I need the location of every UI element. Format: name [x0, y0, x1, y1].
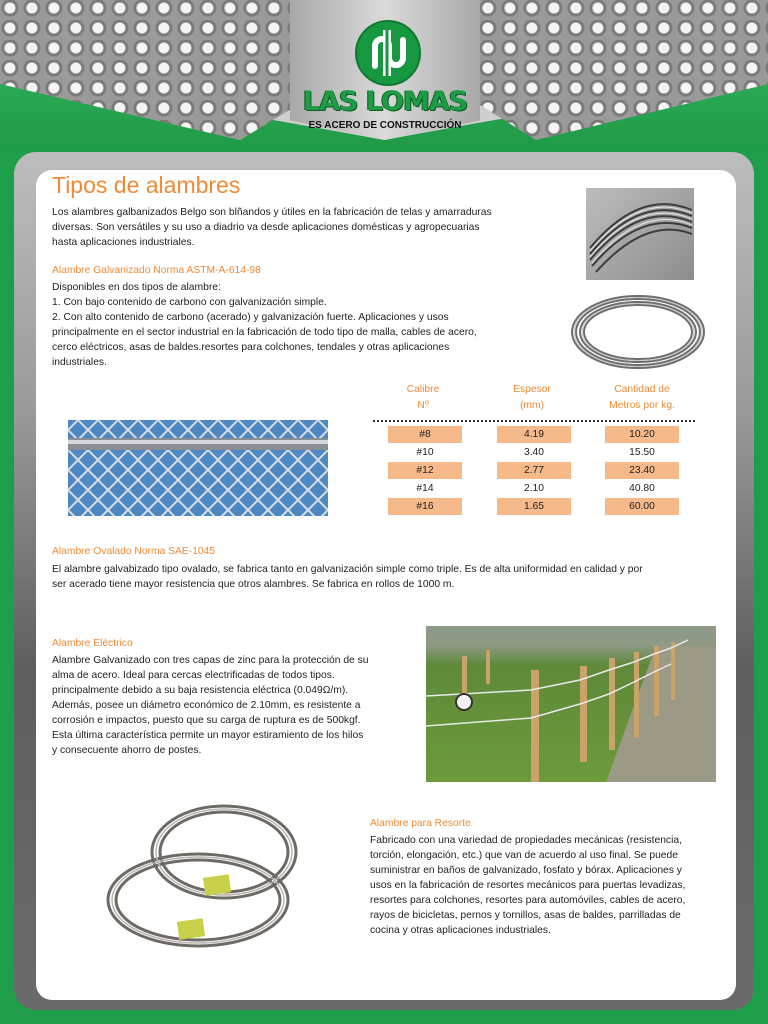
electrico-line: Alambre Galvanizado con tres capas de zinc para la protección de su — [52, 655, 369, 666]
resorte-line: usos en la fabricación de resortes mecánicos para puertas levadizas, — [370, 880, 686, 891]
table-cell: 10.20 — [605, 426, 679, 443]
resorte-heading: Alambre para Resorte — [370, 818, 471, 829]
galvanizado-text — [52, 280, 477, 370]
electrico-heading: Alambre Eléctrico — [52, 638, 133, 649]
chain-link-fence-photo — [68, 420, 328, 516]
intro-text — [52, 205, 492, 250]
wire-roll-image — [568, 290, 708, 372]
header-line: Espesor — [513, 384, 551, 395]
electrico-line: corrosión e impactos, puesto que su carga de ruptura es de 500kgf. — [52, 715, 361, 726]
table-cell: 60.00 — [605, 498, 679, 515]
brand-name: LAS LOMAS — [302, 86, 468, 117]
intro-line: diversas. Son versátiles y su uso a diadrio va desde aplicaciones domésticas y agropecuarias — [52, 222, 480, 233]
resorte-line: rayos de bicicletas, pernos y tornillos, asas de baldes, parrilladas de — [370, 910, 681, 921]
header-banner — [0, 0, 768, 150]
electrico-line: alma de acero. Ideal para cercas electrificadas de todos tipos. — [52, 670, 335, 681]
galvanizado-line: cerco eléctricos, asas de baldes.resortes para colchones, tendales y otras aplicaciones — [52, 342, 450, 353]
electrico-line: Esta última característica permite un mayor estiramiento de los hilos — [52, 730, 364, 741]
table-header-calibre — [390, 382, 456, 414]
ovalado-line: ser acerado tiene mayor resistencia que otros alambres. Se fabrica en rollos de 1000 m. — [52, 579, 455, 590]
perforated-metal-right — [478, 0, 768, 140]
electrico-line: Además, posee un diámetro económico de 2.10mm, es resistente a — [52, 700, 361, 711]
intro-line: hasta aplicaciones industriales. — [52, 237, 195, 248]
ovalado-heading: Alambre Ovalado Norma SAE-1045 — [52, 546, 216, 557]
galvanizado-heading: Alambre Galvanizado Norma ASTM-A-614-98 — [52, 265, 261, 276]
electrico-line: y consecuente ahorro de postes. — [52, 745, 202, 756]
brand-tagline: ES ACERO DE CONSTRUCCIÓN — [308, 120, 462, 131]
resorte-line: cocina y otras aplicaciones industriales. — [370, 925, 551, 936]
electric-fence-photo — [426, 626, 716, 782]
header-line: Cantidad de — [614, 384, 670, 395]
galvanizado-line: 1. Con bajo contenido de carbono con galvanización simple. — [52, 297, 327, 308]
resorte-line: Fabricado con una variedad de propiedades mecánicas (resistencia, — [370, 835, 682, 846]
galvanizado-line: principalmente en el sector industrial en la fabricación de todo tipo de malla, cables de acero, — [52, 327, 477, 338]
table-divider — [373, 420, 695, 422]
electrico-line: principalmente debido a su baja resistencia eléctrica (0.049Ω/m). — [52, 685, 349, 696]
table-cell: 15.50 — [629, 447, 655, 458]
table-cell: 2.77 — [497, 462, 571, 479]
header-line: Calibre — [406, 384, 440, 395]
brand-logo-icon — [355, 20, 421, 86]
table-cell: #10 — [416, 447, 434, 458]
electrico-text — [52, 653, 369, 758]
spring-wire-coils-photo — [100, 798, 300, 952]
table-cell: 3.40 — [523, 447, 545, 458]
header-line: Nº — [417, 400, 429, 411]
table-header-espesor — [498, 382, 566, 414]
galvanizado-line: Disponibles en dos tipos de alambre: — [52, 282, 221, 293]
table-cell: #14 — [416, 483, 434, 494]
intro-line: Los alambres galbanizados Belgo son blñandos y útiles en la fabricación de telas y amarraduras — [52, 207, 492, 218]
resorte-text — [370, 833, 685, 938]
table-cell: 23.40 — [605, 462, 679, 479]
header-line: Metros por kg. — [609, 400, 675, 411]
table-cell: #16 — [388, 498, 462, 515]
perforated-metal-left — [0, 0, 300, 140]
resorte-line: resortes para colchones, resortes para automóviles, cables de acero, — [370, 895, 686, 906]
table-cell: #8 — [388, 426, 462, 443]
resorte-line: suministrar en baños de galvanizado, fosfato y bórax. Aplicaciones y — [370, 865, 682, 876]
table-cell: #12 — [388, 462, 462, 479]
table-cell: 2.10 — [523, 483, 545, 494]
ovalado-text — [52, 562, 643, 592]
table-cell: 4.19 — [497, 426, 571, 443]
table-cell: 1.65 — [497, 498, 571, 515]
table-header-metros — [596, 382, 688, 414]
ovalado-line: El alambre galvabizado tipo ovalado, se fabrica tanto en galvanización simple como triple. Es de alta uniformidad en calidad y por — [52, 564, 643, 575]
page-title: Tipos de alambres — [52, 172, 241, 198]
header-line: (mm) — [519, 400, 544, 411]
galvanizado-line: industriales. — [52, 357, 107, 368]
table-cell: 40.80 — [629, 483, 655, 494]
galvanizado-line: 2. Con alto contenido de carbono (acerado) y galvanización fuerte. Aplicaciones y usos — [52, 312, 449, 323]
resorte-line: torción, elongación, etc.) que van de acuerdo al uso final. Se puede — [370, 850, 678, 861]
wire-coil-photo — [586, 188, 694, 280]
